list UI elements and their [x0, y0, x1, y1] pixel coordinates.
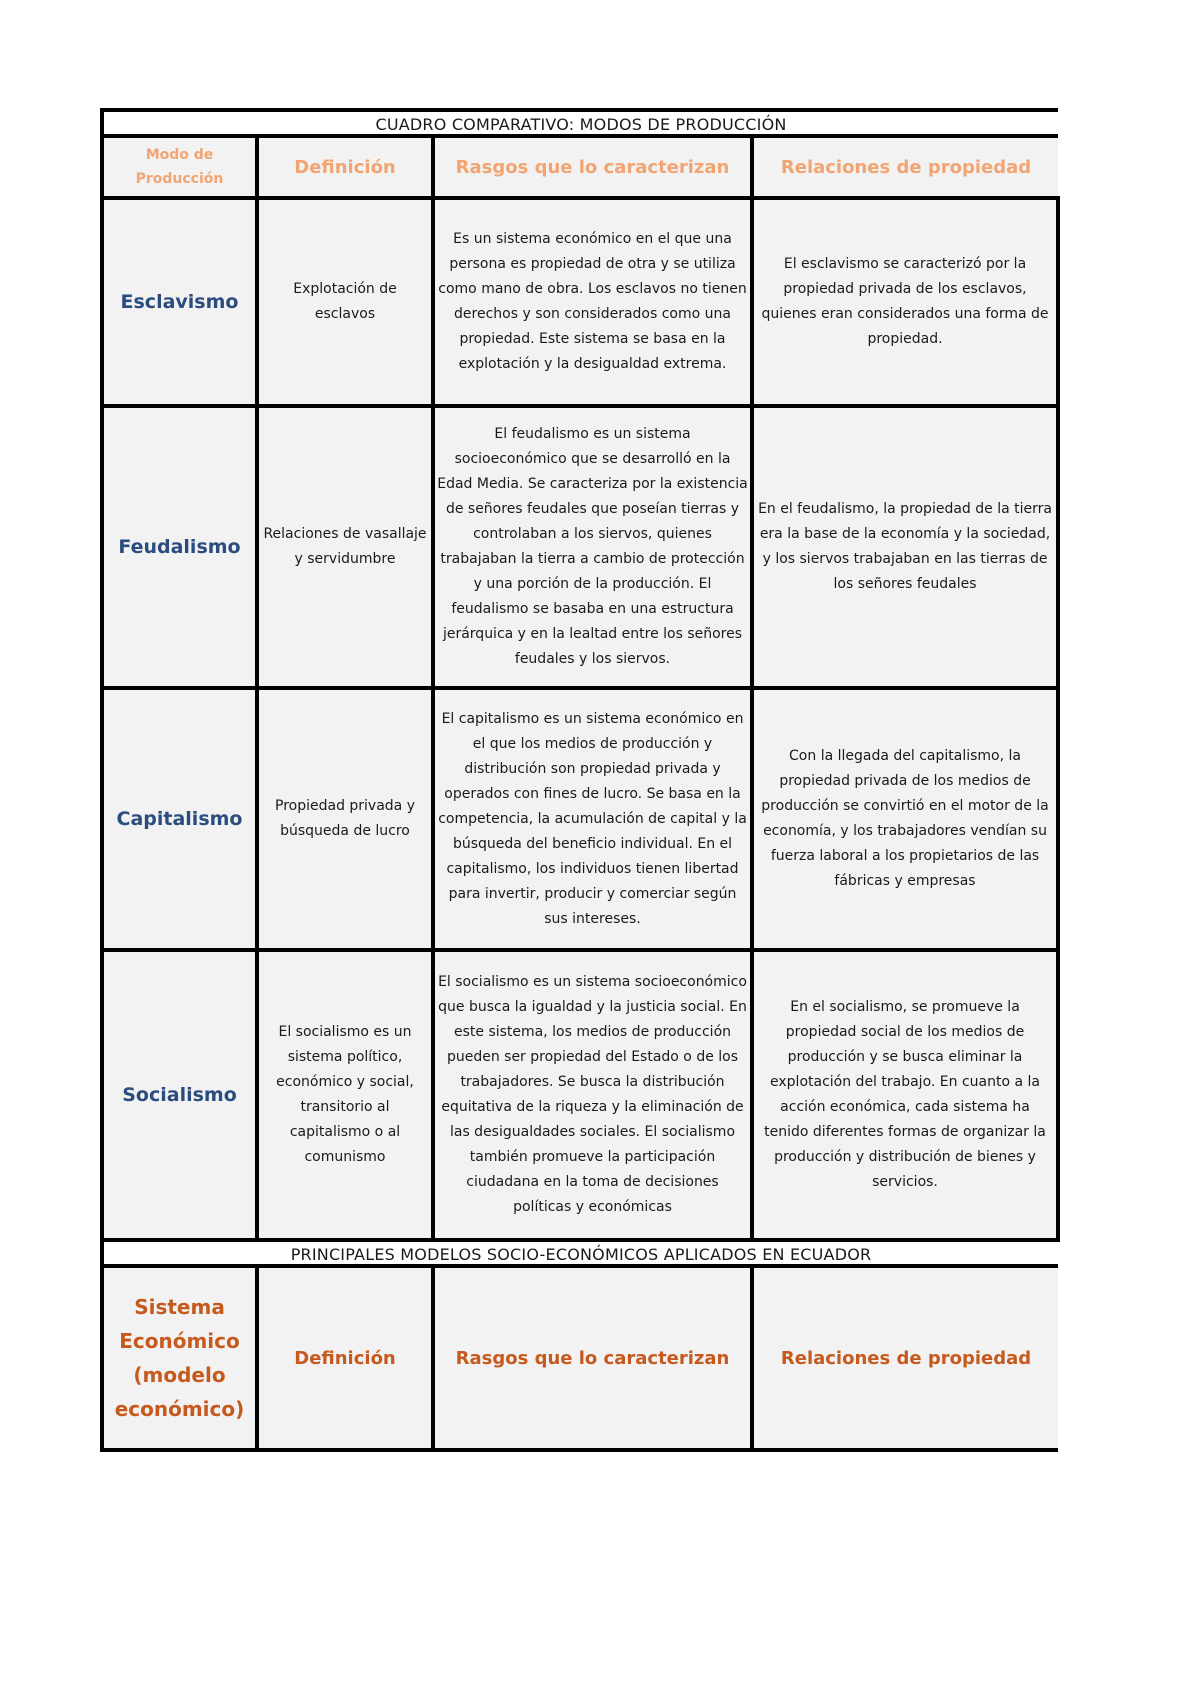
comparison-table — [100, 108, 1060, 1452]
row-property: En el socialismo, se promueve la propiedad social de los medios de producción y se busca eliminar la explotación del trabajo. En cuanto a la acción económica, cada sistema ha tenido diferentes formas de organizar la producción y distribución de bienes y servicios. — [752, 950, 1058, 1240]
row-property: El esclavismo se caracterizó por la propiedad privada de los esclavos, quienes eran considerados una forma de propiedad. — [752, 198, 1058, 406]
row-traits: El feudalismo es un sistema socioeconómico que se desarrolló en la Edad Media. Se caracteriza por la existencia de señores feudales que poseían tierras y controlaban a los siervos, quienes trabajaban la tierra a cambio de protección y una porción de la producción. El feudalismo se basaba en una estructura jerárquica y en la lealtad entre los señores feudales y los siervos. — [433, 406, 752, 688]
row-definition: El socialismo es un sistema político, económico y social, transitorio al capitalismo o al comunismo — [257, 950, 433, 1240]
table-row — [102, 688, 1058, 950]
row-mode: Capitalismo — [102, 688, 257, 950]
table-row — [102, 406, 1058, 688]
row-definition: Propiedad privada y búsqueda de lucro — [257, 688, 433, 950]
header-mode: Modo de Producción — [102, 136, 257, 198]
table-row — [102, 198, 1058, 406]
section2-title: PRINCIPALES MODELOS SOCIO-ECONÓMICOS APLICADOS EN ECUADOR — [102, 1240, 1058, 1266]
table-title: CUADRO COMPARATIVO: MODOS DE PRODUCCIÓN — [102, 110, 1058, 136]
section2-header-traits: Rasgos que lo caracterizan — [433, 1266, 752, 1450]
section2-header-row — [102, 1266, 1058, 1450]
row-property: En el feudalismo, la propiedad de la tierra era la base de la economía y la sociedad, y los siervos trabajaban en las tierras de los señores feudales — [752, 406, 1058, 688]
section2-header-definition: Definición — [257, 1266, 433, 1450]
row-definition: Relaciones de vasallaje y servidumbre — [257, 406, 433, 688]
row-mode: Socialismo — [102, 950, 257, 1240]
row-definition: Explotación de esclavos — [257, 198, 433, 406]
table-title-row — [102, 110, 1058, 136]
header-traits: Rasgos que lo caracterizan — [433, 136, 752, 198]
table-row — [102, 950, 1058, 1240]
section2-title-row — [102, 1240, 1058, 1266]
row-traits: El capitalismo es un sistema económico en el que los medios de producción y distribución son propiedad privada y operados con fines de lucro. Se basa en la competencia, la acumulación de capital y la búsqueda del beneficio individual. En el capitalismo, los individuos tienen libertad para invertir, producir y comerciar según sus intereses. — [433, 688, 752, 950]
header-row — [102, 136, 1058, 198]
section2-header-property: Relaciones de propiedad — [752, 1266, 1058, 1450]
row-mode: Feudalismo — [102, 406, 257, 688]
row-traits: El socialismo es un sistema socioeconómico que busca la igualdad y la justicia social. En este sistema, los medios de producción pueden ser propiedad del Estado o de los trabajadores. Se busca la distribución equitativa de la riqueza y la eliminación de las desigualdades sociales. El socialismo también promueve la participación ciudadana en la toma de decisiones políticas y económicas — [433, 950, 752, 1240]
row-traits: Es un sistema económico en el que una persona es propiedad de otra y se utiliza como mano de obra. Los esclavos no tienen derechos y son considerados como una propiedad. Este sistema se basa en la explotación y la desigualdad extrema. — [433, 198, 752, 406]
header-definition: Definición — [257, 136, 433, 198]
header-property: Relaciones de propiedad — [752, 136, 1058, 198]
section2-header-system: Sistema Económico (modelo económico) — [102, 1266, 257, 1450]
row-property: Con la llegada del capitalismo, la propiedad privada de los medios de producción se convirtió en el motor de la economía, y los trabajadores vendían su fuerza laboral a los propietarios de las fábricas y empresas — [752, 688, 1058, 950]
row-mode: Esclavismo — [102, 198, 257, 406]
